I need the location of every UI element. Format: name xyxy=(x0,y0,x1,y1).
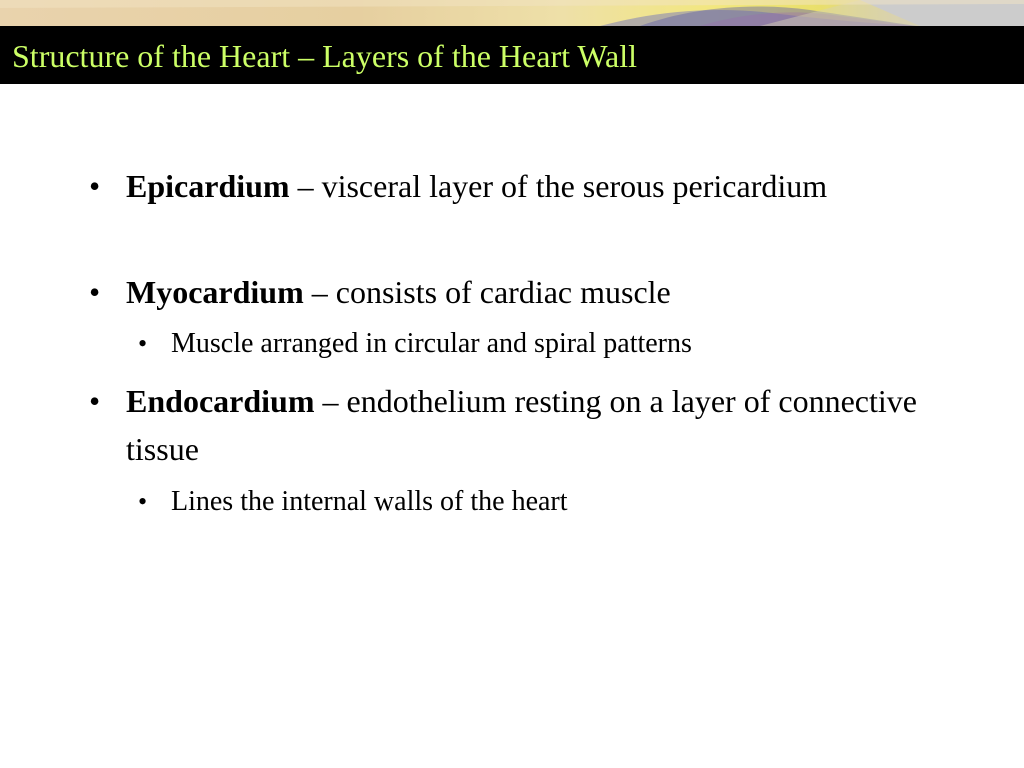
bullet-item-myocardium xyxy=(89,268,946,316)
description-myocardium: – consists of cardiac muscle xyxy=(303,274,671,310)
sub-bullet-text: Lines the internal walls of the heart xyxy=(171,486,568,517)
sub-bullet-text: Muscle arranged in circular and spiral patterns xyxy=(171,328,692,359)
sub-bullet-muscle-arrangement xyxy=(138,324,951,364)
slide-title: Structure of the Heart – Layers of the Heart Wall xyxy=(12,38,638,74)
description-epicardium: – visceral layer of the serous pericardium xyxy=(289,168,828,204)
bullet-marker: • xyxy=(89,168,101,204)
term-myocardium: Myocardium xyxy=(126,274,304,310)
bullet-item-epicardium xyxy=(89,162,946,210)
sub-bullet-marker: • xyxy=(138,487,148,516)
term-endocardium: Endocardium xyxy=(126,383,315,419)
sub-bullet-internal-walls xyxy=(138,482,951,522)
bullet-marker: • xyxy=(89,383,101,419)
bullet-item-endocardium xyxy=(89,377,946,473)
sub-bullet-marker: • xyxy=(138,329,148,358)
description-endocardium: – endothelium resting on a layer of connective tissue xyxy=(126,383,917,467)
bullet-marker: • xyxy=(89,274,101,310)
term-epicardium: Epicardium xyxy=(126,168,290,204)
